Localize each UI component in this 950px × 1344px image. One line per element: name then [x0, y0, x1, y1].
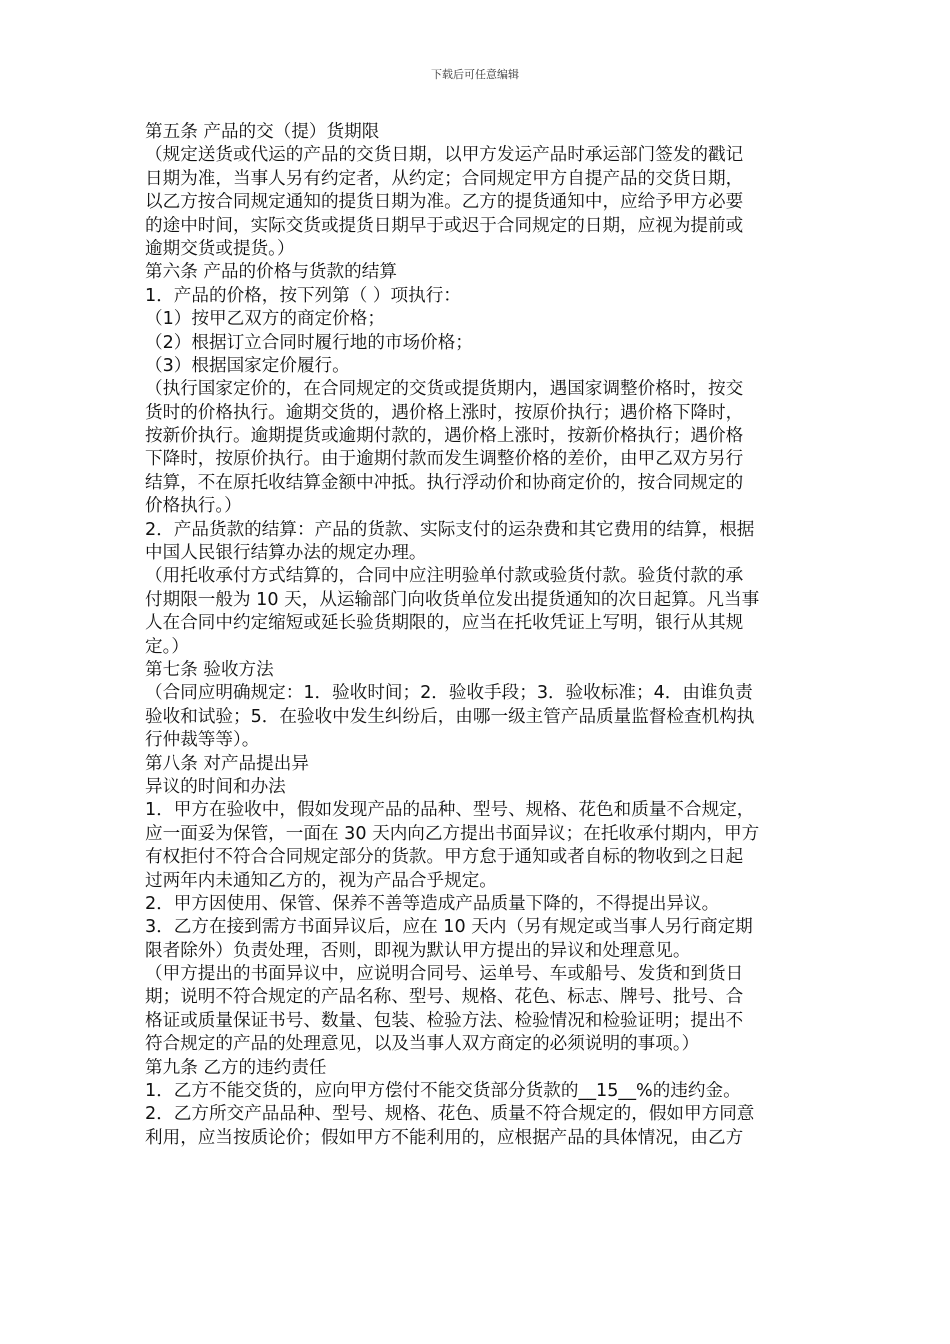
text-line: 2．产品货款的结算：产品的货款、实际支付的运杂费和其它费用的结算，根据: [145, 519, 755, 540]
document-body: [145, 121, 807, 1150]
text-line: 货时的价格执行。逾期交货的，遇价格上涨时，按原价执行；遇价格下降时，: [145, 402, 744, 423]
text-line: （用托收承付方式结算的，合同中应注明验单付款或验货付款。验货付款的承: [145, 566, 744, 587]
text-line: 验收和试验；5．在验收中发生纠纷后，由哪一级主管产品质量监督检查机构执: [145, 706, 755, 727]
text-line: 第六条 产品的价格与货款的结算: [145, 262, 397, 283]
text-line: 的途中时间，实际交货或提货日期早于或迟于合同规定的日期，应视为提前或: [145, 215, 744, 236]
text-line: 日期为准，当事人另有约定者，从约定；合同规定甲方自提产品的交货日期，: [145, 168, 744, 189]
text-line: 期；说明不符合规定的产品名称、型号、规格、花色、标志、牌号、批号、合: [145, 987, 744, 1008]
text-line: 第九条 乙方的违约责任: [145, 1057, 327, 1078]
text-line: （规定送货或代运的产品的交货日期，以甲方发运产品时承运部门签发的戳记: [145, 145, 744, 166]
text-line: 逾期交货或提货。）: [145, 238, 295, 259]
text-line: （3）根据国家定价履行。: [145, 355, 350, 376]
text-line: 异议的时间和办法: [145, 776, 286, 797]
text-line: 第七条 验收方法: [145, 659, 274, 680]
text-line: 行仲裁等等）。: [145, 730, 260, 751]
text-line: （2）根据订立合同时履行地的市场价格；: [145, 332, 473, 353]
text-line: 价格执行。）: [145, 496, 242, 517]
text-line: 按新价执行。逾期提货或逾期付款的，遇价格上涨时，按新价格执行；遇价格: [145, 426, 744, 447]
text-line: 符合规定的产品的处理意见，以及当事人双方商定的必须说明的事项。）: [145, 1034, 700, 1055]
text-line: （1）按甲乙双方的商定价格；: [145, 309, 385, 330]
text-line: 下降时，按原价执行。由于逾期付款而发生调整价格的差价，由甲乙双方另行: [145, 449, 744, 470]
text-line: 1．产品的价格，按下列第（ ）项执行：: [145, 285, 461, 306]
text-line: 应一面妥为保管，一面在 30 天内向乙方提出书面异议；在托收承付期内，甲方: [145, 823, 760, 844]
text-line: （执行国家定价的，在合同规定的交货或提货期内，遇国家调整价格时，按交: [145, 379, 744, 400]
text-line: 限者除外）负责处理，否则，即视为默认甲方提出的异议和处理意见。: [145, 940, 691, 961]
text-line: 过两年内未通知乙方的，视为产品合乎规定。: [145, 870, 497, 891]
text-line: 2．乙方所交产品品种、型号、规格、花色、质量不符合规定的，假如甲方同意: [145, 1104, 755, 1125]
text-line: 付期限一般为 10 天，从运输部门向收货单位发出提货通知的次日起算。凡当事: [145, 589, 760, 610]
text-line: 格证或质量保证书号、数量、包装、检验方法、检验情况和检验证明；提出不: [145, 1010, 744, 1031]
text-line: 第八条 对产品提出异: [145, 753, 309, 774]
text-line: （甲方提出的书面异议中，应说明合同号、运单号、车或船号、发货和到货日: [145, 964, 744, 985]
text-line: 1．乙方不能交货的，应向甲方偿付不能交货部分货款的__15__%的违约金。: [145, 1081, 741, 1102]
text-line: 第五条 产品的交（提）货期限: [145, 122, 380, 142]
page-header: 下载后可任意编辑: [431, 68, 519, 81]
text-line: 中国人民银行结算办法的规定办理。: [145, 543, 427, 564]
text-line: 3．乙方在接到需方书面异议后，应在 10 天内（另有规定或当事人另行商定期: [145, 917, 753, 938]
text-line: 定。）: [145, 636, 189, 657]
text-line: 以乙方按合同规定通知的提货日期为准。乙方的提货通知中，应给予甲方必要: [145, 192, 744, 213]
text-line: 人在合同中约定缩短或延长验货期限的，应当在托收凭证上写明，银行从其规: [145, 613, 744, 634]
text-line: 结算，不在原托收结算金额中冲抵。执行浮动价和协商定价的，按合同规定的: [145, 472, 744, 493]
text-line: 2．甲方因使用、保管、保养不善等造成产品质量下降的，不得提出异议。: [145, 893, 720, 914]
text-line: 利用，应当按质论价；假如甲方不能利用的，应根据产品的具体情况，由乙方: [145, 1127, 744, 1148]
text-line: 有权拒付不符合合同规定部分的货款。甲方怠于通知或者自标的物收到之日起: [145, 847, 744, 868]
text-line: （合同应明确规定：1．验收时间；2．验收手段；3．验收标准；4．由谁负责: [145, 683, 753, 704]
text-line: 1．甲方在验收中，假如发现产品的品种、型号、规格、花色和质量不合规定，: [145, 800, 755, 821]
